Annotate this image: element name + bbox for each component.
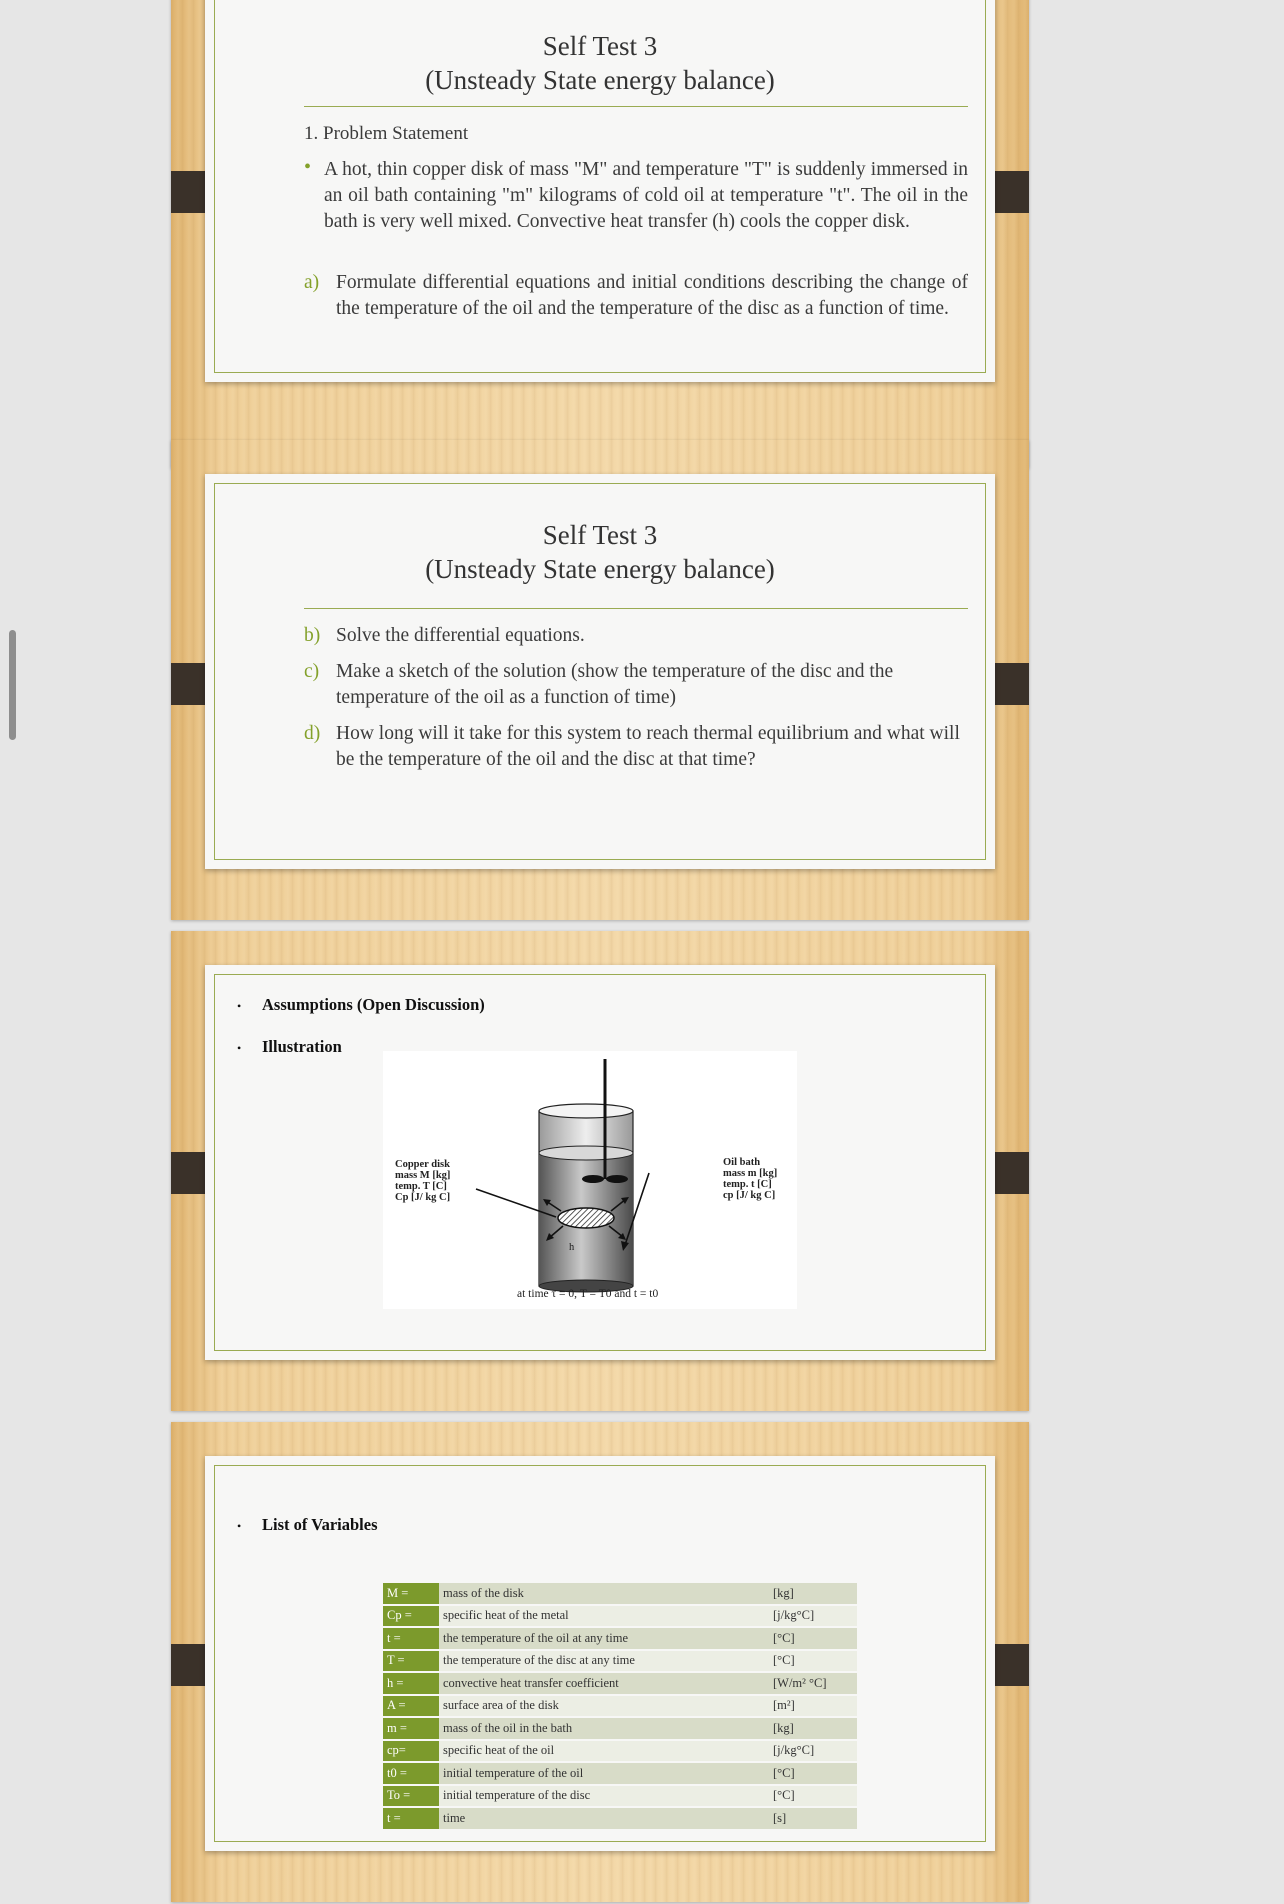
bullet-dot: • xyxy=(237,1041,242,1055)
variable-unit: [kg] xyxy=(769,1718,857,1739)
variables-table xyxy=(383,1581,857,1831)
variable-symbol: t0 = xyxy=(383,1763,439,1784)
slide-card xyxy=(205,965,995,1360)
variable-description: initial temperature of the disc xyxy=(439,1786,769,1807)
item-a-marker: a) xyxy=(304,272,320,293)
copper-label-line: mass M [kg] xyxy=(395,1170,451,1181)
item-a-text: Formulate differential equations and initial conditions describing the change of the temperature of the oil and the temperature of the disc as a function of time. xyxy=(336,272,968,319)
problem-text: A hot, thin copper disk of mass "M" and temperature "T" is suddenly immersed in an oil bath containing "m" kilograms of cold oil at temperature "t". The oil in the bath is very well mixed. Convective heat transfer (h) cools the copper disk. xyxy=(324,159,968,232)
variable-description: mass of the disk xyxy=(439,1583,769,1604)
variable-description: the temperature of the oil at any time xyxy=(439,1628,769,1649)
copper-label-line: temp. T [C] xyxy=(395,1181,447,1192)
table-row xyxy=(383,1651,857,1672)
item-d-marker: d) xyxy=(304,723,321,744)
variable-unit: [j/kg°C] xyxy=(769,1741,857,1762)
variable-description: specific heat of the oil xyxy=(439,1741,769,1762)
table-row xyxy=(383,1628,857,1649)
variable-description: convective heat transfer coefficient xyxy=(439,1673,769,1694)
variable-unit: [s] xyxy=(769,1808,857,1829)
oil-bath-label xyxy=(723,1157,777,1201)
item-b-text: Solve the differential equations. xyxy=(336,625,585,646)
oil-label-line: mass m [kg] xyxy=(723,1168,778,1179)
title-rule xyxy=(304,106,968,107)
slide-card xyxy=(205,474,995,869)
copper-label-line: Copper disk xyxy=(395,1159,450,1170)
item-b xyxy=(304,623,968,649)
slide-title xyxy=(205,29,995,97)
slide-title xyxy=(205,518,995,586)
item-c xyxy=(304,659,968,711)
variable-symbol: Cp = xyxy=(383,1606,439,1627)
item-a xyxy=(304,270,968,322)
table-row xyxy=(383,1696,857,1717)
problem-heading: 1. Problem Statement xyxy=(304,123,469,144)
illustration-heading: Illustration xyxy=(262,1037,342,1056)
table-row xyxy=(383,1583,857,1604)
variable-symbol: To = xyxy=(383,1786,439,1807)
vertical-scrollbar[interactable] xyxy=(9,630,16,740)
variable-unit: [m²] xyxy=(769,1696,857,1717)
item-c-marker: c) xyxy=(304,661,320,682)
variable-unit: [°C] xyxy=(769,1628,857,1649)
slide-1[interactable] xyxy=(171,0,1029,468)
bullet-marker: • xyxy=(304,156,312,178)
title-line-2: (Unsteady State energy balance) xyxy=(425,554,775,584)
slide-3[interactable] xyxy=(171,931,1029,1411)
table-row xyxy=(383,1673,857,1694)
item-d xyxy=(304,721,968,773)
variable-symbol: M = xyxy=(383,1583,439,1604)
variable-description: initial temperature of the oil xyxy=(439,1763,769,1784)
table-row xyxy=(383,1763,857,1784)
variable-symbol: t = xyxy=(383,1628,439,1649)
variable-symbol: h = xyxy=(383,1673,439,1694)
variable-symbol: cp= xyxy=(383,1741,439,1762)
variables-heading: List of Variables xyxy=(262,1515,378,1534)
variable-description: time xyxy=(439,1808,769,1829)
initial-condition-caption: at time τ = 0, T = T0 and t = t0 xyxy=(517,1288,659,1300)
variable-description: mass of the oil in the bath xyxy=(439,1718,769,1739)
title-line-2: (Unsteady State energy balance) xyxy=(425,65,775,95)
variable-unit: [°C] xyxy=(769,1786,857,1807)
table-row xyxy=(383,1741,857,1762)
problem-bullet xyxy=(304,157,968,235)
variable-symbol: T = xyxy=(383,1651,439,1672)
item-b-marker: b) xyxy=(304,625,321,646)
copper-label-line: Cp [J/ kg C] xyxy=(395,1192,451,1203)
table-row xyxy=(383,1718,857,1739)
variable-symbol: m = xyxy=(383,1718,439,1739)
assumptions-heading: Assumptions (Open Discussion) xyxy=(262,995,485,1014)
oil-label-line: Oil bath xyxy=(723,1157,761,1168)
bullet-dot: • xyxy=(237,999,242,1013)
table-row xyxy=(383,1786,857,1807)
variable-unit: [W/m² °C] xyxy=(769,1673,857,1694)
variable-symbol: A = xyxy=(383,1696,439,1717)
item-d-text: How long will it take for this system to reach thermal equilibrium and what will be the temperature of the oil and the disc at that time? xyxy=(336,723,960,770)
variable-description: surface area of the disk xyxy=(439,1696,769,1717)
variable-unit: [kg] xyxy=(769,1583,857,1604)
copper-disk-label xyxy=(395,1159,450,1203)
table-row xyxy=(383,1808,857,1829)
title-line-1: Self Test 3 xyxy=(542,31,658,61)
variable-unit: [°C] xyxy=(769,1651,857,1672)
variable-unit: [j/kg°C] xyxy=(769,1606,857,1627)
table-row xyxy=(383,1606,857,1627)
title-rule xyxy=(304,608,968,609)
variable-description: the temperature of the disc at any time xyxy=(439,1651,769,1672)
slide-2[interactable] xyxy=(171,440,1029,920)
variable-symbol: t = xyxy=(383,1808,439,1829)
slide-card xyxy=(205,0,995,382)
bullet-dot: • xyxy=(237,1519,242,1533)
title-line-1: Self Test 3 xyxy=(542,520,658,550)
illustration-figure xyxy=(383,1051,797,1309)
oil-label-line: temp. t [C] xyxy=(723,1179,772,1190)
variable-unit: [°C] xyxy=(769,1763,857,1784)
oil-label-line: cp [J/ kg C] xyxy=(723,1190,776,1201)
slide-card xyxy=(205,1456,995,1851)
item-c-text: Make a sketch of the solution (show the temperature of the disc and the temperature of the oil as a function of time) xyxy=(336,661,894,708)
variable-description: specific heat of the metal xyxy=(439,1606,769,1627)
slide-4[interactable] xyxy=(171,1422,1029,1902)
h-label: h xyxy=(569,1242,575,1253)
